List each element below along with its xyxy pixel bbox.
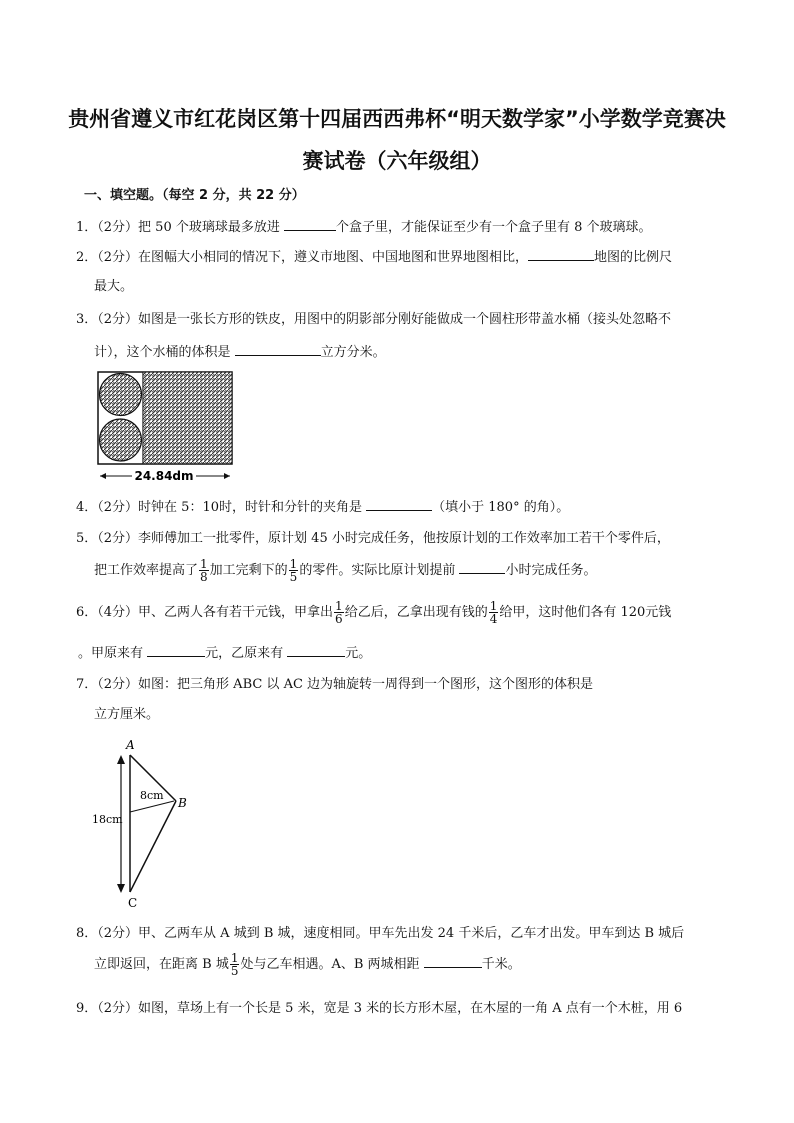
- answer-blank[interactable]: [424, 954, 482, 968]
- fraction: $\frac{1}{5}$: [289, 557, 298, 584]
- question-6: 6．（4分）甲、乙两人各有若干元钱，甲拿出 $\frac{1}{6}$ 给乙后，乙拿出现有钱的 $\frac{1}{4}$ 给甲，这时他们各有 120元钱: [76, 599, 672, 626]
- question-1: 1．（2分）把 50 个玻璃球最多放进 个盒子里，才能保证至少有一个盒子里有 8 个玻璃球。: [76, 217, 724, 237]
- circle-bottom: [100, 419, 142, 461]
- answer-blank[interactable]: [528, 247, 594, 261]
- circle-top: [100, 374, 142, 416]
- vertex-A: A: [126, 738, 135, 752]
- answer-blank[interactable]: [366, 497, 432, 511]
- vertex-C: C: [128, 896, 138, 910]
- vertex-B: B: [178, 796, 187, 810]
- answer-blank[interactable]: [459, 560, 505, 574]
- answer-blank[interactable]: [235, 342, 321, 356]
- triangle-figure: [88, 735, 198, 915]
- question-8-cont: 立即返回，在距离 B 城 $\frac{1}{5}$ 处与乙车相遇。A、B 两城相距 千米。: [94, 951, 521, 978]
- fraction: $\frac{1}{4}$: [489, 599, 498, 626]
- question-9: 9．（2分）如图，草场上有一个长是 5 米，宽是 3 米的长方形木屋，在木屋的一角 A 点有一个木桩，用 6: [76, 1001, 683, 1016]
- answer-blank[interactable]: [284, 217, 336, 231]
- base-label: 8cm: [140, 789, 164, 802]
- sheet-figure: [96, 370, 236, 486]
- question-2-cont: 最大。: [94, 279, 134, 294]
- fraction: $\frac{1}{8}$: [200, 557, 208, 584]
- question-7: 7．（2分）如图：把三角形 ABC 以 AC 边为轴旋转一周得到一个图形，这个图形的体积是: [76, 677, 594, 692]
- question-5: 5．（2分）李师傅加工一批零件，原计划 45 小时完成任务，他按原计划的工作效率加工若干个零件后，: [76, 531, 670, 546]
- answer-blank[interactable]: [147, 643, 205, 657]
- question-5-cont: 把工作效率提高了 $\frac{1}{8}$ 加工完剩下的 $\frac{1}{5}$ 的零件。实际比原计划提前 小时完成任务。: [94, 557, 597, 584]
- width-label: 24.84dm: [134, 469, 194, 483]
- question-6-cont: 。甲原来有 元，乙原来有 元。: [78, 643, 724, 663]
- question-8: 8．（2分）甲、乙两车从 A 城到 B 城，速度相同。甲车先出发 24 千米后，乙车才出发。甲车到达 B 城后: [76, 926, 685, 941]
- section-heading: 一、填空题。（每空 2 分，共 22 分）: [84, 188, 305, 203]
- answer-blank[interactable]: [287, 643, 345, 657]
- question-3-cont: 计），这个水桶的体积是 立方分米。: [94, 342, 724, 362]
- fraction: $\frac{1}{5}$: [230, 951, 239, 978]
- question-3: 3．（2分）如图是一张长方形的铁皮，用图中的阴影部分刚好能做成一个圆柱形带盖水桶（接头处忽略不: [76, 312, 672, 327]
- fraction: $\frac{1}{6}$: [335, 599, 343, 626]
- exam-title-line1: 贵州省遵义市红花岗区第十四届西西弗杯“明天数学家”小学数学竞赛决: [68, 107, 726, 131]
- exam-title-line2: 赛试卷（六年级组）: [302, 149, 492, 173]
- question-2: 2．（2分）在图幅大小相同的情况下，遵义市地图、中国地图和世界地图相比， 地图的比例尺: [76, 247, 724, 267]
- question-4: 4．（2分）时钟在 5：10时，时针和分针的夹角是 （填小于 180° 的角）。: [76, 497, 724, 517]
- question-7-cont: 立方厘米。: [94, 707, 160, 722]
- height-label: 18cm: [92, 813, 123, 826]
